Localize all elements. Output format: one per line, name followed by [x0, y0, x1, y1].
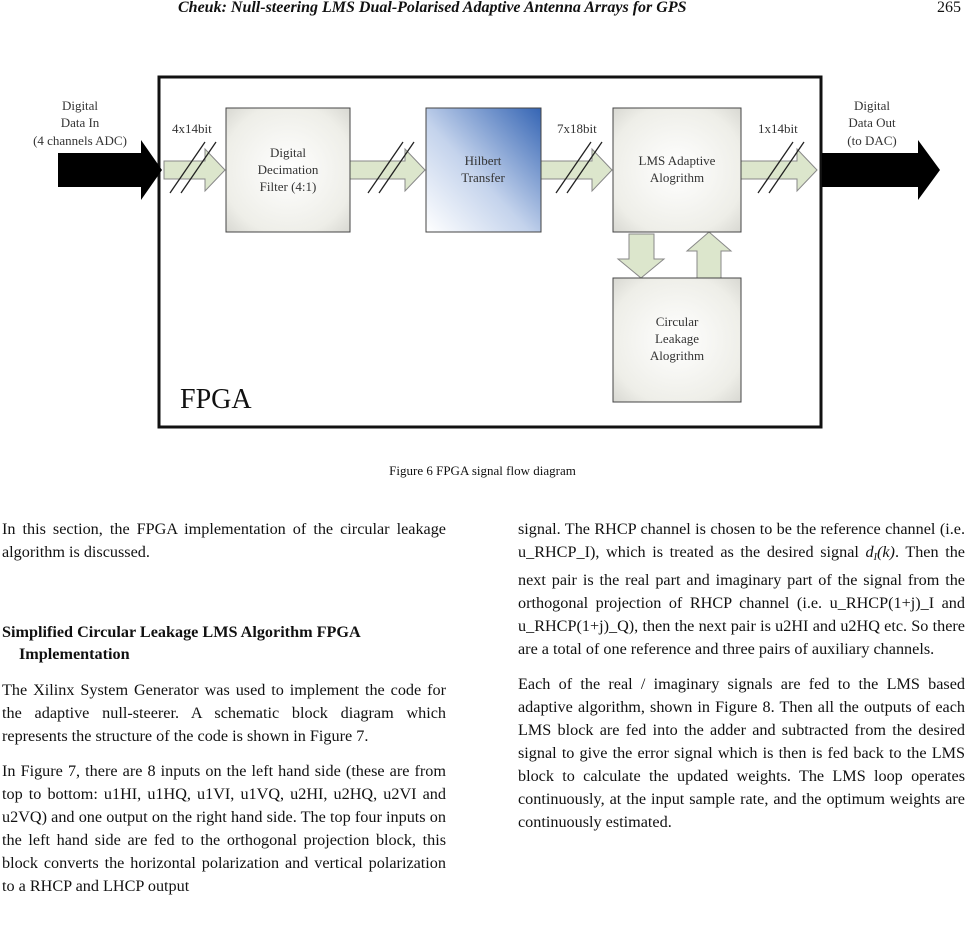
section-heading: [2, 621, 446, 665]
section-heading-line2: Implementation: [19, 645, 130, 663]
paragraph: [518, 518, 965, 661]
intro-paragraph: In this section, the FPGA implementation of the circular leakage algorithm is discussed.: [2, 520, 446, 561]
lms-label-line2: Alogrithm: [649, 170, 705, 185]
input-label-line3: (4 channels ADC): [33, 133, 127, 148]
output-label-line1: Digital: [853, 98, 891, 113]
input-arrow: [58, 140, 162, 200]
bus-label-output: 1x14bit: [758, 121, 798, 136]
decimation-label-line2: Decimation: [257, 162, 319, 177]
math-subscript: I: [873, 552, 877, 563]
paragraph: In Figure 7, there are 8 inputs on the left hand side (these are from top to bottom: u1HI, u1HQ, u1VI, u1VQ, u2HI, u2HQ, u2VI and u2VQ) and one output on the right hand side. The top four inputs on the left hand side are fed to the orthogonal projection block, this block converts the horizontal polarization and vertical polarization to a RHCP and LHCP output: [2, 762, 446, 895]
decimation-label-line3: Filter (4:1): [259, 179, 317, 194]
section-heading-line1: Simplified Circular Leakage LMS Algorithm FPGA: [2, 623, 361, 641]
bus-label-input: 4x14bit: [172, 121, 212, 136]
paragraph-text: . Then the next pair is the real part and imaginary part of the signal from the orthogonal projection of RHCP channel (i.e. u_RHCP(1+j)_I and u_RHCP(1+j)_Q), then the next pair is u2HI and u2HQ etc. So there are a total of one reference and three pairs of auxiliary channels.: [518, 543, 965, 658]
output-arrow: [822, 140, 940, 200]
paragraph-text: signal. The RHCP channel is chosen to be the reference channel (i.e. u_RHCP_I), which is treated as the desired signal: [518, 520, 965, 561]
lms-label-line1: LMS Adaptive: [638, 153, 716, 168]
output-label-line3: (to DAC): [847, 133, 897, 148]
paragraph: The Xilinx System Generator was used to implement the code for the adaptive null-steerer. A schematic block diagram which represents the structure of the code is shown in Figure 7.: [2, 681, 446, 745]
right-column: [518, 518, 965, 846]
bus-label-middle: 7x18bit: [557, 121, 597, 136]
hilbert-label-line2: Transfer: [461, 170, 505, 185]
fpga-label: FPGA: [180, 384, 252, 415]
output-label-line2: Data Out: [848, 115, 896, 130]
circular-label-line3: Alogrithm: [649, 348, 705, 363]
running-title: Cheuk: Null-steering LMS Dual-Polarised Adaptive Antenna Arrays for GPS: [178, 0, 687, 16]
decimation-label-line1: Digital: [269, 145, 307, 160]
page-number: 265: [937, 0, 961, 16]
circular-label-line1: Circular: [655, 314, 699, 329]
input-label-line1: Digital: [61, 98, 99, 113]
hilbert-label-line1: Hilbert: [464, 153, 502, 168]
math-argument: (k): [876, 543, 895, 561]
left-column: [2, 518, 446, 910]
circular-label-line2: Leakage: [654, 331, 700, 346]
paragraph: Each of the real / imaginary signals are fed to the LMS based adaptive algorithm, shown in Figure 8. Then all the outputs of each LMS block are fed into the adder and subtracted from the desired signal to give the error signal which is then is fed back to the LMS block to calculate the updated weights. The LMS loop operates continuously, at the input sample rate, and the optimum weights are continuously estimated.: [518, 675, 965, 831]
page-header: [0, 0, 965, 24]
fpga-signal-flow-diagram: [0, 60, 965, 440]
figure-caption: Figure 6 FPGA signal flow diagram: [389, 463, 576, 478]
math-d: d: [865, 543, 874, 561]
input-label-line2: Data In: [60, 115, 100, 130]
desired-signal-math: [866, 543, 895, 561]
